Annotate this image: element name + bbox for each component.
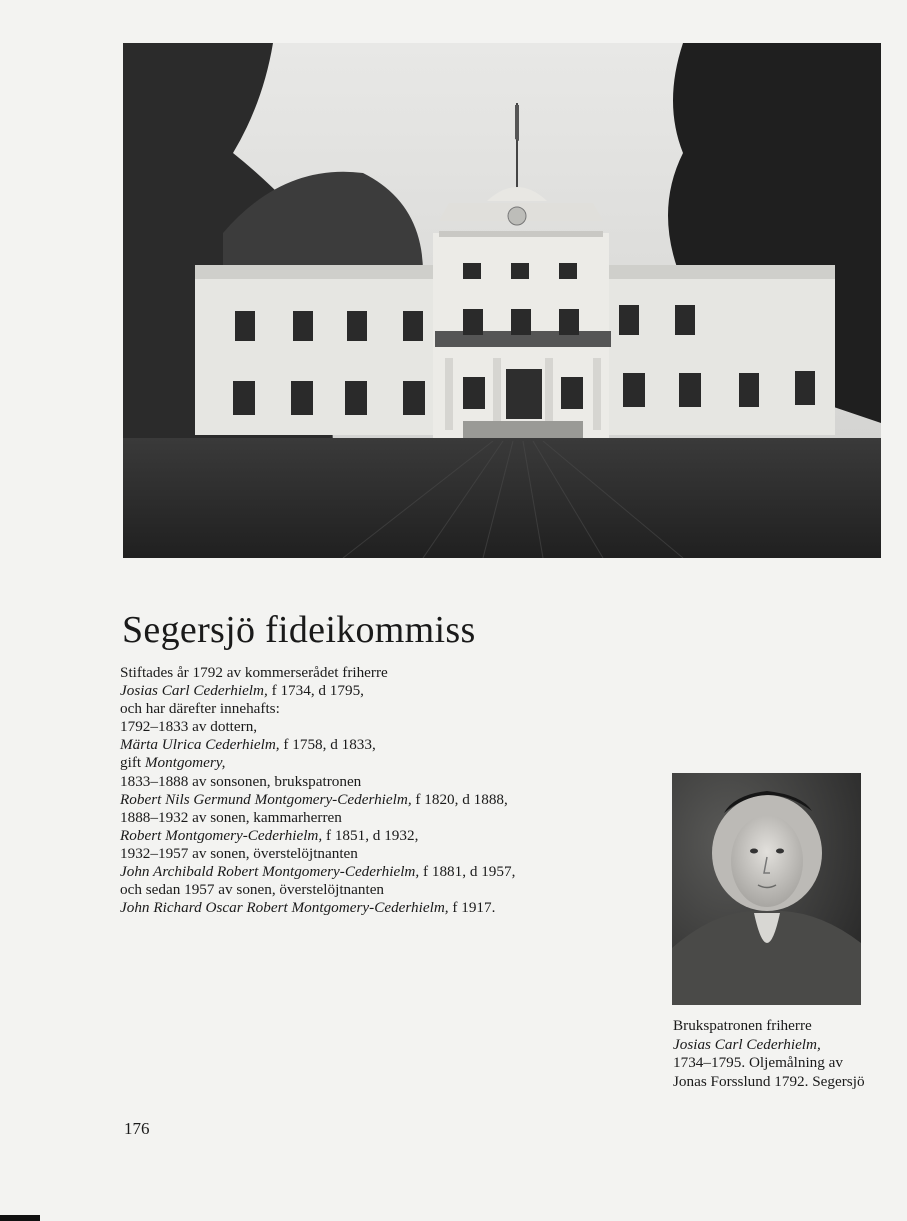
body-text-line <box>120 827 660 845</box>
body-text-italic: Robert Nils Germund Montgomery-Cederhielm, <box>120 790 412 808</box>
body-text-line <box>120 899 660 917</box>
manor-photograph <box>123 43 881 558</box>
body-text-prefix: och sedan 1957 av sonen, överstelöjtnanten <box>120 881 385 899</box>
body-text-italic: John Archibald Robert Montgomery-Cederhielm, <box>120 863 420 881</box>
body-text-line <box>120 773 660 791</box>
caption-prefix: Brukspatronen friherre <box>673 1017 812 1034</box>
body-text-suffix: f 1851, d 1932, <box>322 826 419 844</box>
body-text-italic: Montgomery, <box>144 754 226 772</box>
portrait-painting <box>672 773 861 1005</box>
body-text-line <box>120 809 660 827</box>
body-text-prefix: och har därefter innehafts: <box>120 700 280 718</box>
caption-line <box>673 1054 907 1073</box>
body-text-line <box>120 791 660 809</box>
body-text-italic: John Richard Oscar Robert Montgomery-Cederhielm, <box>120 899 449 917</box>
body-text-prefix: 1792–1833 av dottern, <box>120 718 258 736</box>
body-text <box>120 664 660 917</box>
body-text-prefix: Stiftades år 1792 av kommerserådet friherre <box>120 664 388 681</box>
caption-line <box>673 1036 907 1055</box>
body-text-line <box>120 736 660 754</box>
body-text-italic: Märta Ulrica Cederhielm, <box>120 736 280 754</box>
body-text-line <box>120 682 660 700</box>
body-text-italic: Josias Carl Cederhielm, <box>120 682 268 700</box>
caption-line <box>673 1017 907 1036</box>
body-text-line <box>120 664 660 682</box>
page-number: 176 <box>124 1119 150 1138</box>
body-text-prefix: 1888–1932 av sonen, kammarherren <box>120 808 342 826</box>
caption-prefix: Jonas Forsslund 1792. Segersjö <box>673 1072 865 1090</box>
body-text-prefix: 1932–1957 av sonen, överstelöjtnanten <box>120 844 358 862</box>
caption-line <box>673 1073 907 1092</box>
body-text-line <box>120 718 660 736</box>
caption-italic: Josias Carl Cederhielm, <box>673 1035 821 1053</box>
portrait-caption <box>673 1017 907 1091</box>
body-text-line <box>120 863 660 881</box>
body-text-prefix: gift <box>120 754 145 772</box>
caption-prefix: 1734–1795. Oljemålning av <box>673 1054 843 1072</box>
scan-edge-mark <box>0 1215 40 1221</box>
body-text-prefix: 1833–1888 av sonsonen, brukspatronen <box>120 772 362 790</box>
body-text-line <box>120 845 660 863</box>
body-text-line <box>120 881 660 899</box>
body-text-suffix: f 1917. <box>448 899 496 917</box>
body-text-suffix: f 1734, d 1795, <box>267 682 364 700</box>
body-text-italic: Robert Montgomery-Cederhielm, <box>120 826 323 844</box>
body-text-suffix: f 1820, d 1888, <box>411 790 508 808</box>
body-text-line <box>120 754 660 772</box>
body-text-suffix: f 1881, d 1957, <box>419 863 516 881</box>
body-text-line <box>120 700 660 718</box>
body-text-suffix: f 1758, d 1833, <box>279 736 376 754</box>
page-title: Segersjö fideikommiss <box>122 609 476 651</box>
